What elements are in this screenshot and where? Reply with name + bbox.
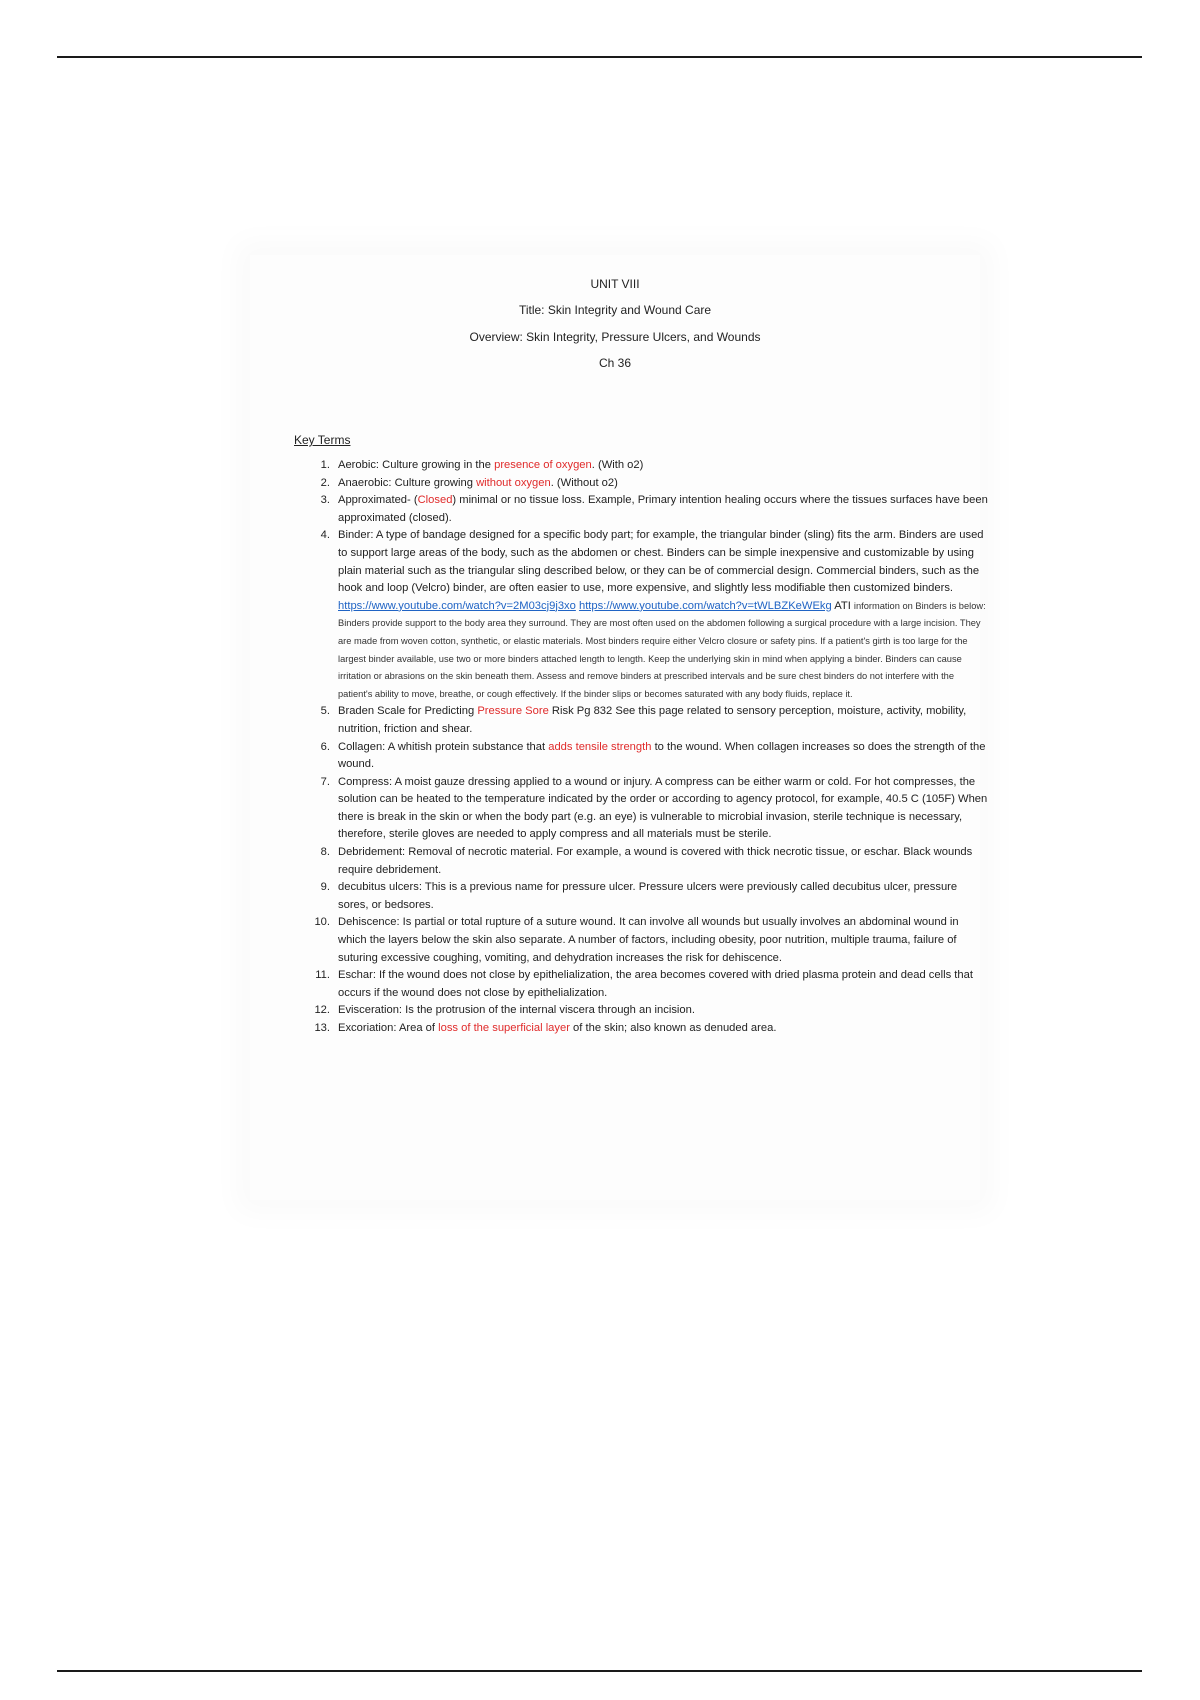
item-number: 1. <box>320 459 330 471</box>
list-item <box>294 457 988 475</box>
list-item <box>294 1002 988 1020</box>
list-item <box>294 879 988 914</box>
term-text: Compress: A moist gauze dressing applied to a wound or injury. A compress can be either warm or cold. For hot compresses, the solution can be heated to the temperature indicated by the order or according to agency protocol, for example, 40.5 C (105F) When there is break in the skin or when the body part (e.g. an eye) is vulnerable to microbial invasion, sterile technique is necessary, therefore, sterile gloves are needed to apply compress and all materials must be sterile. <box>338 775 988 841</box>
item-number: 10. <box>314 916 330 929</box>
unit-heading: UNIT VIII <box>590 277 640 291</box>
item-number: 12. <box>314 1004 330 1017</box>
term-text: Braden Scale for Predicting <box>338 705 478 718</box>
item-number: 4. <box>320 529 330 542</box>
term-text: . (Without o2) <box>550 476 618 489</box>
term-text: decubitus ulcers: This is a previous name for pressure ulcer. Pressure ulcers were previously called decubitus ulcer, pressure sores, or bedsores. <box>338 881 958 911</box>
term-text: of the skin; also known as denuded area. <box>569 1022 777 1034</box>
term-text: to the wound. When collagen increases so does the strength of the wound. <box>338 740 986 771</box>
list-item <box>294 703 988 738</box>
highlighted-text: presence of oxygen <box>494 459 592 471</box>
document-page <box>250 255 988 1200</box>
term-text: . (With o2) <box>591 459 644 471</box>
term-text: Debridement: Removal of necrotic material. For example, a wound is covered with thick necrotic tissue, or eschar. Black wounds require debridement. <box>338 846 973 876</box>
list-item <box>294 475 988 493</box>
highlighted-text: Closed <box>417 494 453 507</box>
list-item <box>294 774 988 844</box>
list-item <box>294 739 988 774</box>
page-title: Title: Skin Integrity and Wound Care <box>518 303 712 317</box>
list-item <box>294 492 988 527</box>
term-text: Approximated- ( <box>338 494 418 507</box>
youtube-link-2[interactable]: https://www.youtube.com/watch?v=tWLBZKeWEkg <box>578 599 832 612</box>
term-text: Excoriation: Area of <box>338 1022 439 1034</box>
term-text: Aerobic: Culture growing in the <box>338 459 495 471</box>
term-text: Binder: A type of bandage designed for a specific body part; for example, the triangular binder (sling) fits the arm. Binders are used to support large areas of the body, such as the abdomen or chest. Binders can be simple inexpensive and customizable by using plain material such as the triangular sling described below, or they can be of commercial design. Commercial binders, such as the hook and loop (Velcro) binder, are often easier to use, more expensive, and slightly less modifiable then customized binders. <box>338 529 984 595</box>
chapter-heading: Ch 36 <box>598 356 632 370</box>
term-text: Collagen: A whitish protein substance that <box>338 740 549 753</box>
overview-heading: Overview: Skin Integrity, Pressure Ulcers, and Wounds <box>469 330 761 344</box>
list-item <box>294 1020 988 1038</box>
binder-info-text: information on Binders is below: Binders provide support to the body area they surround. They are most often used on the abdomen following a surgical procedure with a large incision. They are made from woven cotton, synthetic, or elastic materials. Most binders require either Velcro closure or safety pins. If a patient's girth is too large for the largest binder available, use two or more binders attached length to length. Keep the underlying skin in mind when applying a binder. Binders can cause irritation or abrasions on the skin beneath them. Assess and remove binders at prescribed intervals and be sure chest binders do not interfere with the patient's ability to move, breathe, or cough effectively. If the binder slips or becomes saturated with any body fluids, replace it. <box>338 600 986 699</box>
key-terms-list <box>294 457 988 1038</box>
highlighted-text: Pressure Sore <box>477 705 549 718</box>
list-item <box>294 527 988 703</box>
term-text: Eschar: If the wound does not close by epithelialization, the area becomes covered with dried plasma protein and dead cells that occurs if the wound does not close by epithelialization. <box>338 969 973 999</box>
item-number: 13. <box>314 1022 330 1034</box>
term-text: Evisceration: Is the protrusion of the internal viscera through an incision. <box>338 1004 695 1017</box>
term-text: Anaerobic: Culture growing <box>338 476 477 489</box>
item-number: 6. <box>320 740 330 753</box>
bottom-rule <box>57 1670 1142 1672</box>
youtube-link-1[interactable]: https://www.youtube.com/watch?v=2M03cj9j3xo <box>338 599 576 612</box>
item-number: 8. <box>320 846 330 859</box>
key-terms-heading: Key Terms <box>294 433 351 447</box>
highlighted-text: loss of the superficial layer <box>438 1022 570 1034</box>
term-text: Risk Pg 832 See this page related to sensory perception, moisture, activity, mobility, nutrition, friction and shear. <box>338 705 967 735</box>
list-item <box>294 844 988 879</box>
item-number: 11. <box>315 969 330 982</box>
term-text: ) minimal or no tissue loss. Example, Primary intention healing occurs where the tissues surfaces have been approximated (closed). <box>338 494 988 524</box>
term-text: ATI <box>831 599 854 612</box>
term-text: Dehiscence: Is partial or total rupture of a suture wound. It can involve all wounds but usually involves an abdominal wound in which the layers below the skin also separate. A number of factors, including obesity, poor nutrition, multiple trauma, failure of suturing excessive coughing, vomiting, and dehydration increases the risk for dehiscence. <box>338 916 959 964</box>
top-rule <box>57 56 1142 58</box>
list-item <box>294 967 988 1002</box>
list-item <box>294 914 988 967</box>
item-number: 2. <box>320 476 330 489</box>
item-number: 3. <box>320 494 330 507</box>
item-number: 7. <box>320 775 330 788</box>
item-number: 5. <box>320 705 330 718</box>
highlighted-text: adds tensile strength <box>548 740 652 753</box>
item-number: 9. <box>320 881 330 894</box>
highlighted-text: without oxygen <box>476 476 551 489</box>
